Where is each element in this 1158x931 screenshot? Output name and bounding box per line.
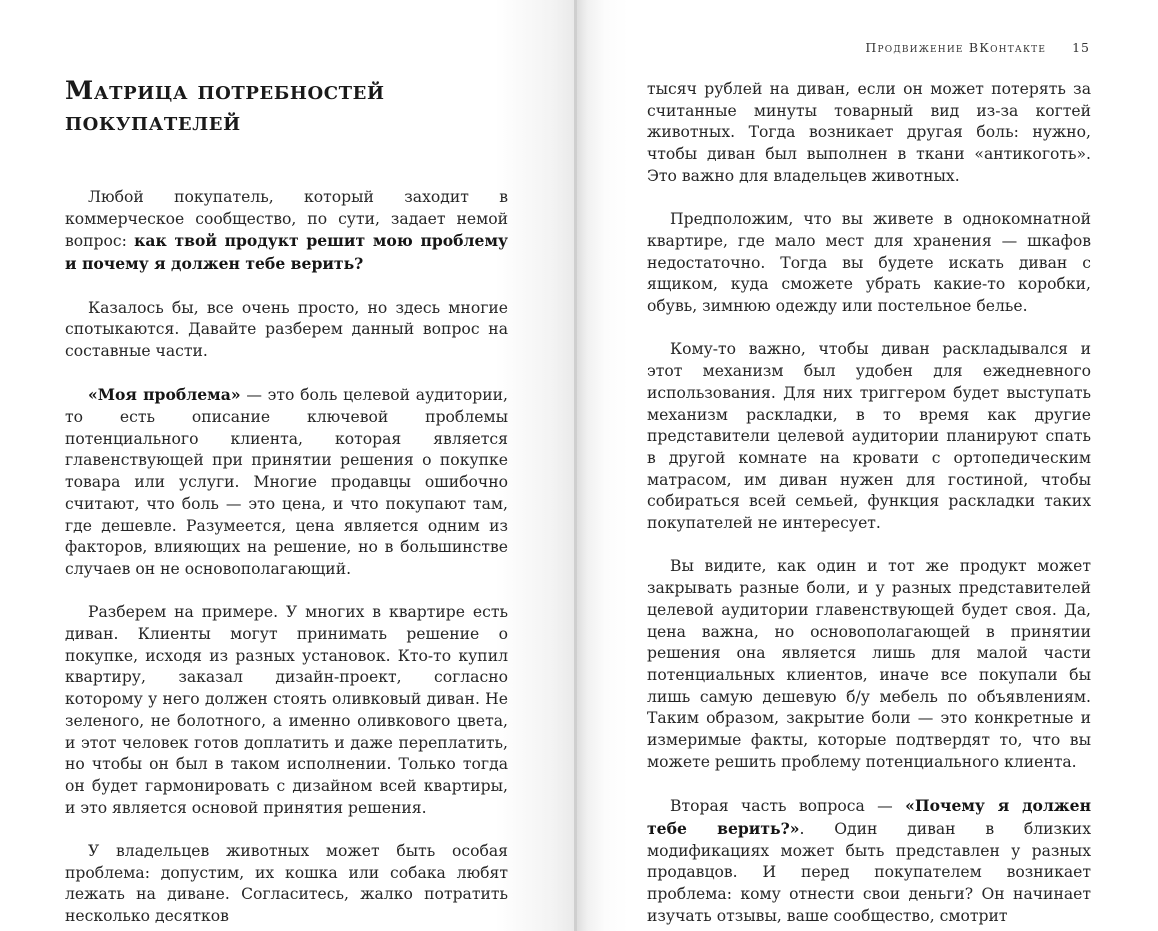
right-page [576,0,1158,931]
page-number: 15 [1072,40,1090,55]
paragraph-text: Вторая часть вопроса — [670,797,906,816]
right-page-text [647,79,1091,927]
left-page-text [65,187,508,928]
paragraph-text: . Один диван в близких модификациях может быть представлен у разных продавцов. И перед покупателем возникает проблема: кому отнести свои деньги? Он начинает изучать отзывы, ваше сообщество, смотрит [647,819,1091,925]
paragraph: У владельцев животных может быть особая проблема: допустим, их кошка или собака любят лежать на диване. Согласитесь, жалко потратить несколько десятков [65,842,508,926]
paragraph: Вы видите, как один и тот же продукт может закрывать разные боли, и у разных представителей целевой аудитории главенствующей будет своя. Да, цена важна, но основополагающей в принятии решения она является лишь для малой части потенциальных клиентов, иначе все покупали бы лишь самую дешевую б/у мебель по объявлениям. Таким образом, закрытие боли — это конкретные и измеримые факты, которые подтвердят то, что вы можете решить проблему потенциального клиента. [647,557,1091,771]
paragraph-text: — это боль целевой аудитории, то есть описание ключевой проблемы потенциального клиента, которая является главенствующей при принятии решения о покупке товара или услуги. Многие продавцы ошибочно считают, что боль — это цена, и что покупают там, где дешевле. Разумеется, цена является одним из факторов, влияющих на решение, но в большинстве случаев он не основополагающий. [65,386,508,578]
running-header-title: Продвижение ВКонтакте [865,40,1047,55]
paragraph [647,795,1091,927]
running-header [576,40,1090,55]
paragraph: Разберем на примере. У многих в квартире есть диван. Клиенты могут принимать решение о покупке, исходя из разных установок. Кто-то купил квартиру, заказал дизайн-проект, согласно которому у него должен стоять оливковый диван. Не зеленого, не болотного, а именно оливкового цвета, и этот человек готов доплатить и даже переплатить, но чтобы он был в таком исполнении. Только тогда он будет гармонировать с дизайном всей квартиры, и это является основой принятия решения. [65,603,508,817]
paragraph-text: Любой покупатель, который заходит в коммерческое сообщество, по сути, задает немой вопрос: [65,188,508,251]
paragraph: Казалось бы, все очень просто, но здесь многие спотыкаются. Давайте разберем данный вопрос на составные части. [65,298,508,360]
emphasis-text: как твой продукт решит мою проблему и почему я должен тебе верить? [65,231,509,274]
paragraph [65,384,508,580]
book-gutter [574,0,577,931]
chapter-heading: Матрица потребностей покупателей [65,76,385,137]
paragraph [65,187,508,276]
paragraph: Предположим, что вы живете в однокомнатной квартире, где мало мест для хранения — шкафов недостаточно. Тогда вы будете искать диван с ящиком, куда сможете убрать какие-то коробки, обувь, зимнюю одежду или постельное белье. [647,210,1091,316]
emphasis-text: «Почему я должен тебе верить?» [647,796,1091,838]
emphasis-text: «Моя проблема» [88,385,241,405]
left-page [0,0,576,931]
paragraph-continued: тысяч рублей на диван, если он может потерять за считанные минуты товарный вид из-за когтей животных. Тогда возникает другая боль: нужно, чтобы диван был выполнен в ткани «антикоготь». Это важно для владельцев животных. [647,80,1091,185]
paragraph: Кому-то важно, чтобы диван раскладывался и этот механизм был удобен для ежедневного использования. Для них триггером будет выступать механизм раскладки, в то время как другие представители целевой аудитории планируют спать в другой комнате на кровати с ортопедическим матрасом, им диван нужен для гостиной, чтобы собираться всей семьей, функция раскладки таких покупателей не интересует. [647,340,1091,533]
